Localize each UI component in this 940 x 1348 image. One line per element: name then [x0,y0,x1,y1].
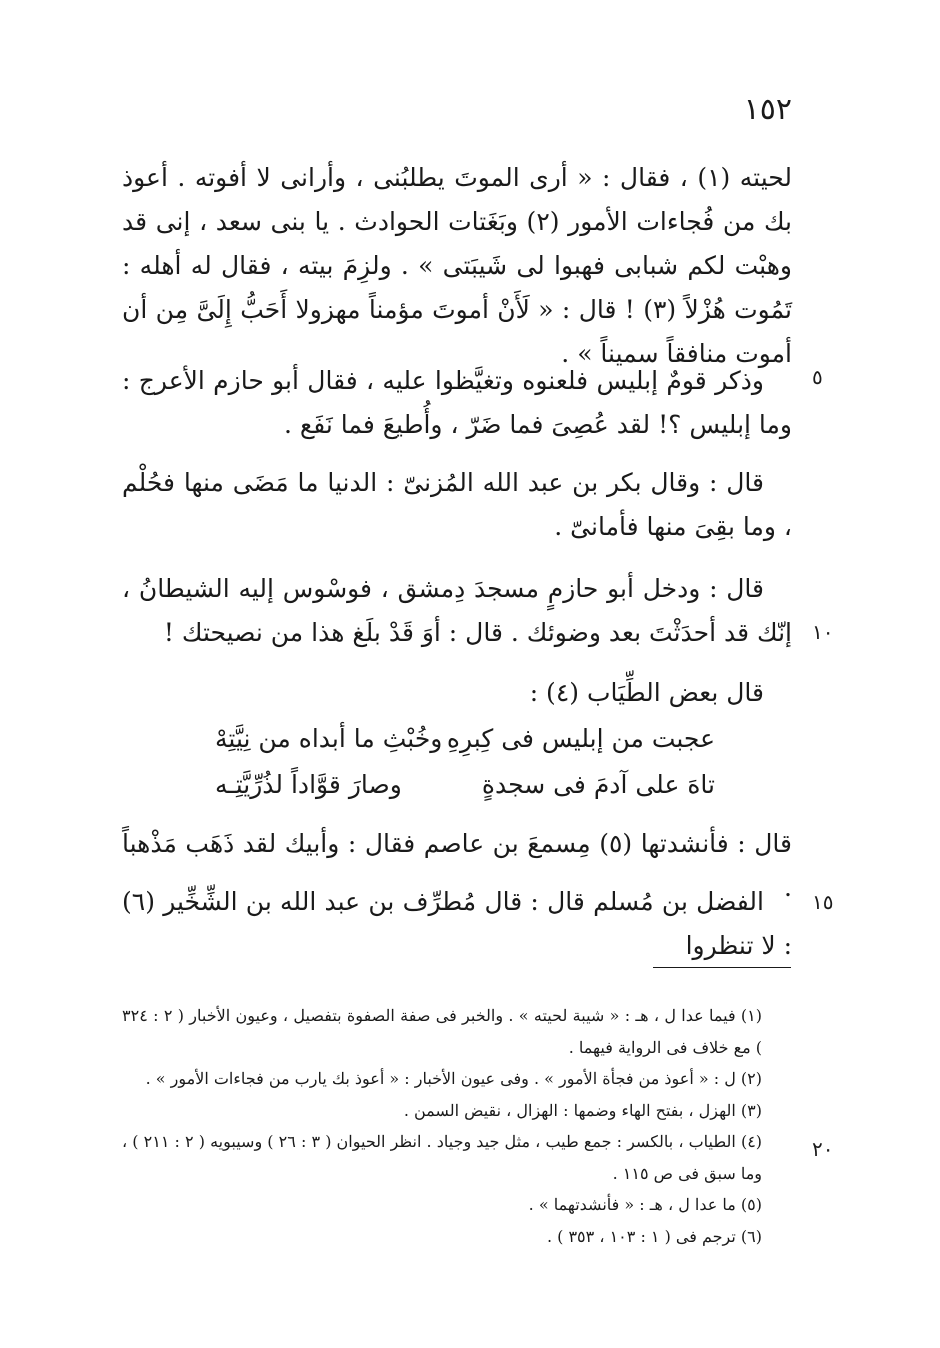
line-number-10: ١٠ [812,620,834,644]
poem-verse-1 [215,716,715,762]
after-poem-text: قال : فأنشدتها (٥) مِسمعَ بن عاصم فقال : وأبيك لقد ذَهَب مَذْهباً . [122,829,792,902]
footnote-6: (٦) ترجم فى ( ١ : ١٠٣ ، ٣٥٣ ) . [546,1226,762,1246]
paragraph-2 [122,359,792,447]
poem-intro [122,671,792,715]
poem [215,716,715,808]
footnote-5: (٥) ما عدا ل ، هـ : « فأنشدتهما » . [528,1195,762,1214]
line-number-20: ٢٠ [812,1137,834,1161]
last-line-text: الفضل بن مُسلم قال : قال مُطرِّف بن عبد الله بن الشِّخِّير (٦) : لا تنظروا [122,887,792,960]
paragraph-4 [122,567,792,655]
hemistich-left: وصارَ قوَّاداً لذُرِّيَّتِـه [215,770,402,799]
hemistich-right: تاهَ على آدمَ فى سجدةٍ [481,770,715,799]
hemistich-right: عجبت من إبليس فى كِبرِهِ [446,724,715,753]
hemistich-left: وخُبْثِ ما أبداه من نِيَّتِهْ [215,724,443,753]
footnote-2: (٢) ل : « أعوذ من فجأة الأمور » . وفى عيون الأخبار : « أعوذ بك يارب من فجاءات الأمور » . [145,1069,762,1088]
paragraph-text: لحيته (١) ، فقال : « أرى الموتَ يطلبُنى ، وأرانى لا أفوته . أعوذ بك من فُجاءات الأمور (٢) وبَغَتات الحوادث . يا بنى سعد ، إنى قد وهبْت لكم شبابى فهبوا لى شَيبَتى » . ولزِمَ بيته ، فقال له أهله : تَمُوت هُزْلاً (٣) ! قال : « لَأَنْ أموتَ مؤمناً مهزولا أَحَبُّ إِلَىَّ مِن أن أموت منافقاً سميناً » . [122,163,792,368]
page-number: ١٥٢ [743,92,792,127]
paragraph-text: قال : وقال بكر بن عبد الله المُزنىّ : الدنيا ما مَضَى منها فحُلْم ، وما بقِىَ منها فأمانىّ . [122,468,792,541]
paragraph-text: وذكر قومٌ إبليس فلعنوه وتغيَّظوا عليه ، فقال أبو حازم الأعرج : وما إبليس ؟! لقد عُصِىَ فما ضَرّ ، وأُطيعَ فما نَفَع . [122,366,792,439]
paragraph-1 [122,156,792,376]
line-number-15: ١٥ [812,890,834,914]
paragraph-text: قال : ودخل أبو حازمٍ مسجدَ دِمشق ، فوسْوس إليه الشيطانُ ، إنّك قد أحدَثْتَ بعد وضوئك . قال : أوَ قَدْ بلَغ هذا من نصيحتك ! [122,574,792,647]
footnote-1: (١) فيما عدا ل ، هـ : « شيبة لحيته » . والخبر فى صفة الصفوة بتفصيل ، وعيون الأخبار ( ٢ : ٣٢٤ ) مع خلاف فى الرواية فيهما . [122,1006,763,1057]
line-number-5: ٥ [812,365,823,389]
footnote-3: (٣) الهزل ، بفتح الهاء وضمها : الهزال ، نقيض السمن . [403,1100,762,1120]
footnote-divider [653,967,791,968]
poem-intro-text: قال بعض الطِّيَاب (٤) : [529,678,764,707]
paragraph-3 [122,461,792,549]
footnotes [122,1000,792,1252]
last-line [122,880,792,968]
poem-verse-2 [215,762,715,808]
footnote-4: (٤) الطياب ، بالكسر : جمع طيب ، مثل جيد وجياد . انظر الحيوان ( ٣ : ٢٦ ) وسيبويه ( ٢ : ٢١١ ) ، وما سبق فى ص ١١٥ . [122,1132,763,1183]
